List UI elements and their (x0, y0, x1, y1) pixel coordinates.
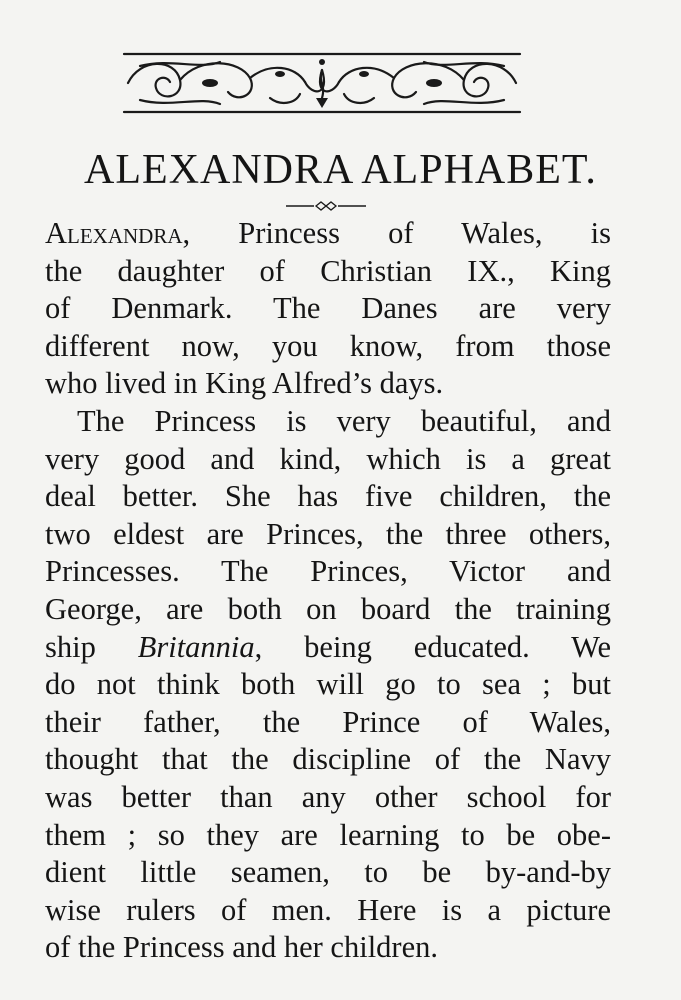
text-line (45, 929, 611, 967)
text-line (45, 328, 611, 366)
text-run: George, are both on board the training (45, 591, 611, 626)
text-line (45, 516, 611, 554)
text-run: deal better. She has five children, the (45, 479, 611, 514)
text-run: the daughter of Christian IX., King (45, 253, 611, 288)
smallcaps-text: Alexandra (45, 216, 183, 250)
paragraph (45, 403, 611, 967)
text-run: ship (45, 629, 138, 664)
text-line (45, 741, 611, 779)
text-line (45, 817, 611, 855)
title-divider-rule (286, 200, 366, 212)
text-run: , Princess of Wales, is (182, 216, 611, 250)
text-line (45, 892, 611, 930)
text-run: their father, the Prince of Wales, (45, 704, 611, 739)
text-run: different now, you know, from those (45, 328, 611, 363)
text-run: dient little seamen, to be by-and-by (45, 855, 611, 890)
text-line (45, 704, 611, 742)
text-run: Princesses. The Princes, Victor and (45, 554, 611, 589)
text-line (45, 253, 611, 291)
paragraph (45, 215, 611, 403)
text-line (45, 403, 611, 441)
floral-headpiece-ornament (120, 48, 524, 118)
page-title: ALEXANDRA ALPHABET. (84, 147, 597, 193)
text-run: two eldest are Princes, the three others, (45, 516, 611, 551)
text-run: was better than any other school for (45, 779, 611, 814)
text-run: of the Princess and her children. (45, 930, 438, 965)
text-line (45, 591, 611, 629)
text-run: , being educated. We (254, 629, 612, 664)
text-line (45, 365, 611, 403)
text-line (45, 854, 611, 892)
text-run: wise rulers of men. Here is a picture (45, 892, 611, 927)
text-run: do not think both will go to sea ; but (45, 667, 611, 702)
text-line (45, 478, 611, 516)
text-line (45, 290, 611, 328)
text-line (45, 553, 611, 591)
article-body (45, 215, 611, 967)
text-run: thought that the discipline of the Navy (45, 742, 611, 777)
text-run: who lived in King Alfred’s days. (45, 366, 444, 401)
text-run: very good and kind, which is a great (45, 441, 611, 476)
text-line (45, 666, 611, 704)
text-line (45, 629, 611, 667)
text-line (45, 441, 611, 479)
text-line (45, 779, 611, 817)
text-run: of Denmark. The Danes are very (45, 291, 611, 326)
italic-text: Britannia (137, 629, 255, 664)
text-run: them ; so they are learning to be obe- (45, 817, 611, 852)
text-run: The Princess is very beautiful, and (77, 403, 611, 438)
text-line (45, 215, 611, 253)
